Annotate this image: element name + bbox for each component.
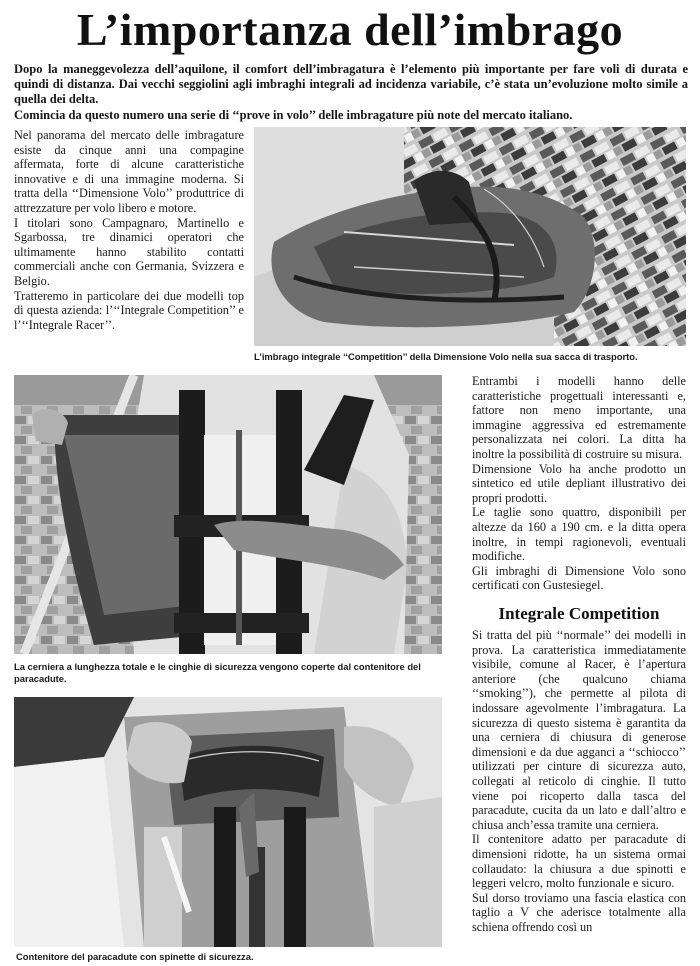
photo-harness-front-zipper [14,375,442,654]
right-text-column-top [472,374,686,593]
body-paragraph: Entrambi i modelli hanno delle caratteristiche progettuali interessanti e, fattore non meno importante, una immagine aggressiva ed estremamente personalizzata nei colori. La ditta ha inoltre la possibilità di costruire su misura. [472,374,686,461]
body-paragraph: Gli imbraghi di Dimensione Volo sono certificati con Gustesiegel. [472,563,686,593]
article-lead [14,62,688,123]
body-paragraph: Il contenitore adatto per paracadute di dimensioni ridotte, ha un sistema ormai collaudato: la chiusura a due spinotti e leggeri velcro, molto funzionale e sicuro. [472,832,686,891]
lead-paragraph: Dopo la maneggevolezza dell’aquilone, il comfort dell’imbragatura è l’elemento più importante per fare voli di durata e quindi di distanza. Dai vecchi seggiolini agli imbraghi integrali ad incidenza variabile, c’è stata un’evoluzione molto simile a quella dei delta. [14,62,688,107]
body-paragraph: Si tratta del più ‘‘normale’’ dei modelli in prova. La caratteristica immediatamente visibile, comune al Racer, è l’apertura anteriore (che qualcuno chiama ‘‘smoking’’), che permette al pilota di indossare agevolmente l’imbragatura. La sicurezza di questo sistema è garantita da una cerniera di chiusura di generose dimensioni e da due agganci a ‘‘schiocco’’ utilizzati per cinture di sicurezza auto, collegati al reticolo di cinghie. Il tutto viene poi ricoperto dalla tasca del paracadute, cucita da un lato e dall’altro e chiusa anch’essa tramite una cerniera. [472,628,686,832]
section-heading: Integrale Competition [498,604,660,623]
right-text-column-bottom [472,628,686,934]
photo-caption: Contenitore del paracadute con spinette di sicurezza. [16,951,254,962]
photo-caption: L’imbrago integrale ‘‘Competition’’ della Dimensione Volo nella sua sacca di trasporto. [254,351,638,362]
body-paragraph: I titolari sono Campagnaro, Martinello e Sgarbossa, tre dinamici operatori che ultimamente hanno stabilito contatti commerciali anche con Germania, Svizzera e Belgio. [14,215,244,288]
body-paragraph: Le taglie sono quattro, disponibili per altezze da 160 a 190 cm. e la ditta opera inoltre, in tempi ragionevoli, eventuali modifiche. [472,505,686,564]
body-paragraph: Dimensione Volo ha anche prodotto un sintetico ed utile depliant illustrativo dei propri prodotti. [472,461,686,505]
photo-parachute-container [14,697,442,947]
photo-caption: La cerniera a lunghezza totale e le cinghie di sicurezza vengono coperte dal contenitore del paracadute. [14,661,421,684]
body-paragraph: Tratteremo in particolare dei due modelli top di questa azienda: l’‘‘Integrale Competition’’ e l’‘‘Integrale Racer’’. [14,288,244,332]
left-text-column [14,128,244,332]
body-paragraph: Nel panorama del mercato delle imbragature esiste da cinque anni una compagine affermata, forte di alcune caratteristiche innovative e di una immagine moderna. Si tratta della ‘‘Dimensione Volo’’ produttrice di attrezzature per volo libero e motore. [14,128,244,215]
body-paragraph: Sul dorso troviamo una fascia elastica con taglio a V che aderisce totalmente alla schiena offrendo così un [472,890,686,934]
lead-paragraph: Comincia da questo numero una serie di ‘‘prove in volo’’ delle imbragature più note del mercato italiano. [14,107,573,122]
photo-harness-in-bag [254,127,686,346]
article-title: L’importanza dell’imbrago [76,4,624,55]
